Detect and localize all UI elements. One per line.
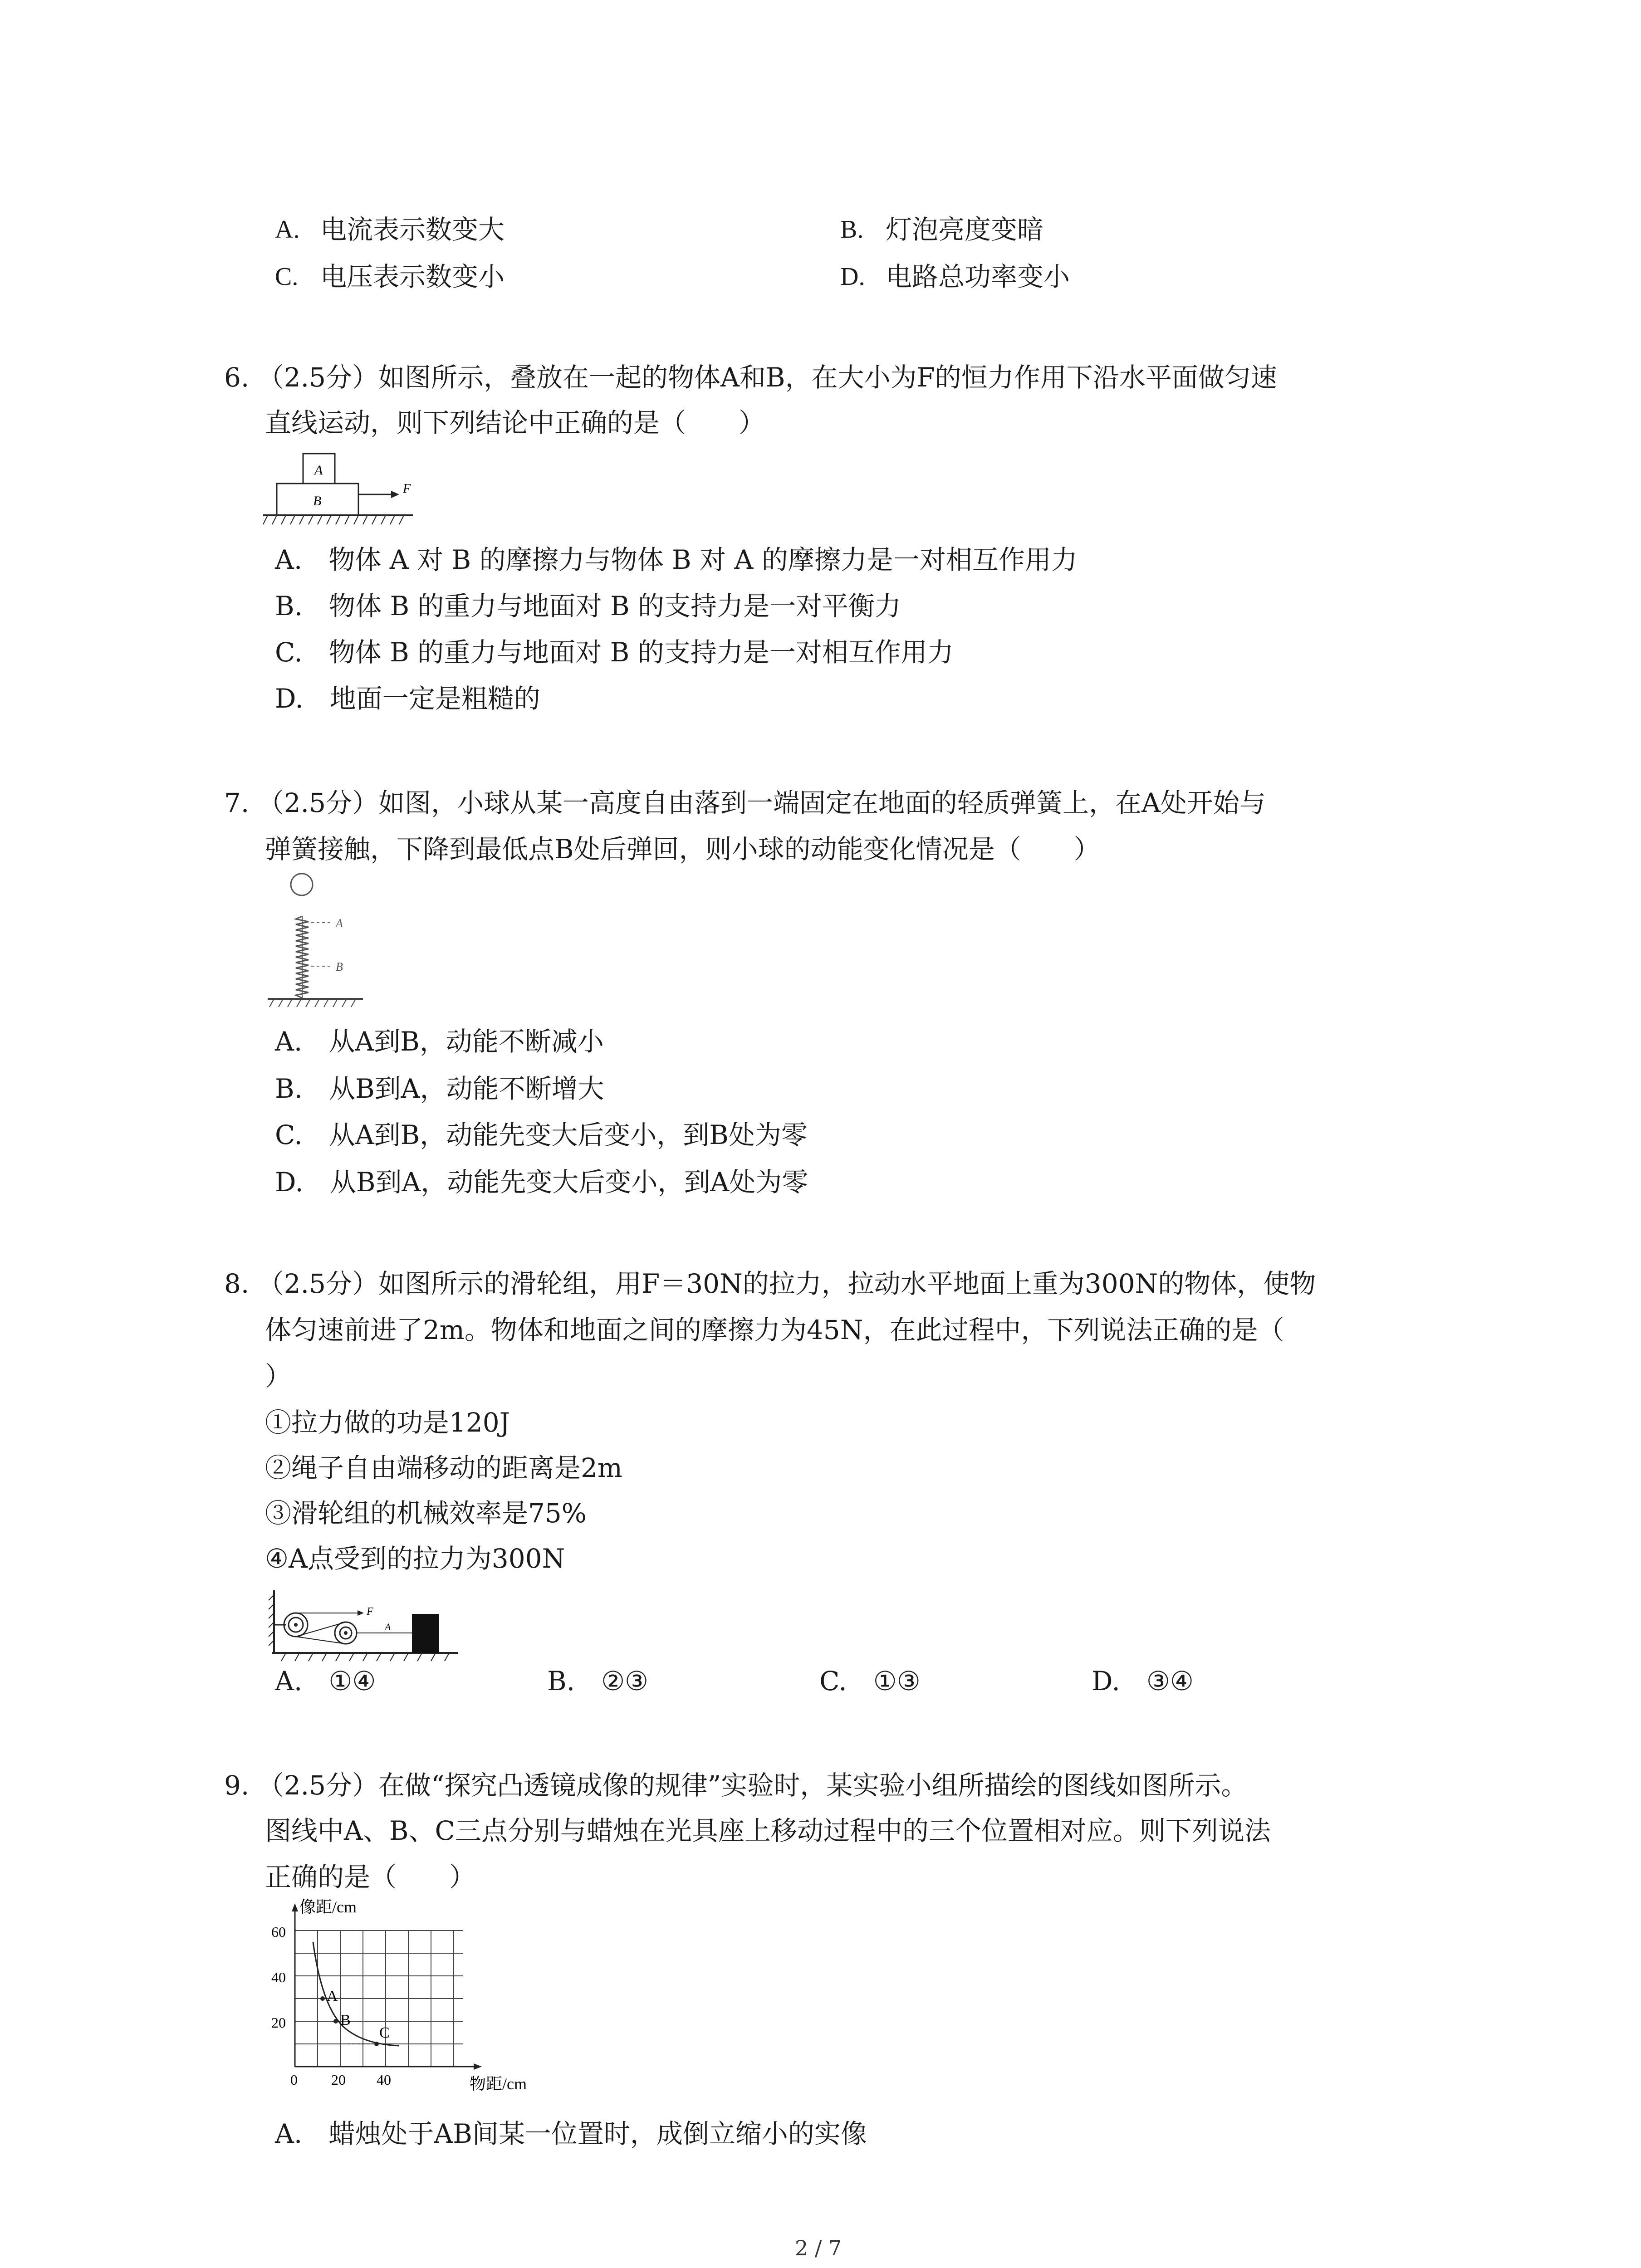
q7-option-d-text: 从B到A，动能先变大后变小，到A处为零 <box>329 1167 808 1198</box>
q9-xtick-40: 40 <box>377 2072 391 2088</box>
q8-statement-3: ③滑轮组的机械效率是75% <box>265 1498 587 1529</box>
q6-option-c <box>275 636 954 669</box>
q9-ytick-40: 40 <box>271 1969 286 1985</box>
q6-label-a: A <box>314 463 323 478</box>
q8-option-a-text: ①④ <box>328 1666 376 1696</box>
q6-option-a-letter: A. <box>275 544 303 575</box>
q5-option-b-text: 灯泡亮度变暗 <box>886 214 1044 245</box>
q6-option-d-letter: D. <box>275 683 304 714</box>
q9-ytick-60: 60 <box>271 1924 286 1940</box>
q7-stem-line1: 7. （2.5分）如图，小球从某一高度自由落到一端固定在地面的轻质弹簧上，在A处开始与 <box>224 787 1266 818</box>
q7-option-b-letter: B. <box>275 1073 303 1104</box>
q7-option-d-letter: D. <box>275 1167 304 1198</box>
q9-ytick-20: 20 <box>271 2014 286 2031</box>
q8-option-c-letter: C. <box>819 1666 847 1696</box>
q9-option-a <box>275 2117 867 2150</box>
q9-stem-line3: 正确的是（ ） <box>265 1862 476 1892</box>
q8-stem-line3: ） <box>265 1361 292 1392</box>
q5-option-d-letter: D. <box>840 263 865 291</box>
q9-point-a: A <box>327 1988 338 2004</box>
q9-xtick-0: 0 <box>290 2072 298 2088</box>
q6-option-b-text: 物体 B 的重力与地面对 B 的支持力是一对平衡力 <box>329 591 901 621</box>
q6-stem-line1: 6. （2.5分）如图所示，叠放在一起的物体A和B，在大小为F的恒力作用下沿水平面做匀速 <box>224 362 1277 393</box>
q8-option-b-letter: B. <box>547 1666 575 1696</box>
q9-point-b: B <box>340 2012 351 2028</box>
q6-option-c-text: 物体 B 的重力与地面对 B 的支持力是一对相互作用力 <box>328 637 954 668</box>
q7-option-a-letter: A. <box>275 1026 303 1057</box>
q7-option-c-text: 从A到B，动能先变大后变小，到B处为零 <box>328 1119 808 1150</box>
q8-statement-2: ②绳子自由端移动的距离是2m <box>265 1452 622 1483</box>
q8-stem-line2: 体匀速前进了2m。物体和地面之间的摩擦力为45N，在此过程中，下列说法正确的是（ <box>265 1315 1284 1345</box>
q5-option-b-letter: B. <box>840 215 864 244</box>
q7-option-b <box>275 1072 604 1105</box>
q8-pulley-figure <box>268 1586 467 1663</box>
q7-label-b: B <box>336 960 343 973</box>
q6-label-b: B <box>313 494 322 508</box>
q8-stem-line1: 8. （2.5分）如图所示的滑轮组，用F＝30N的拉力，拉动水平地面上重为300N的物体，使物 <box>224 1268 1316 1299</box>
q8-option-a <box>275 1665 376 1697</box>
q6-blocks-figure <box>263 449 426 531</box>
q6-option-d-text: 地面一定是粗糙的 <box>329 683 540 714</box>
q8-option-c <box>819 1665 921 1697</box>
q8-option-b-text: ②③ <box>601 1666 649 1696</box>
q8-label-a: A <box>385 1621 391 1633</box>
q6-stem-line2: 直线运动，则下列结论中正确的是（ ） <box>265 407 765 438</box>
q6-option-b-letter: B. <box>275 591 303 621</box>
q6-label-f: F <box>403 482 411 496</box>
q5-option-a-text: 电流表示数变大 <box>320 214 505 245</box>
q9-stem-line2: 图线中A、B、C三点分别与蜡烛在光具座上移动过程中的三个位置相对应。则下列说法 <box>265 1815 1271 1846</box>
q8-option-a-letter: A. <box>275 1666 303 1696</box>
q8-statement-4: ④A点受到的拉力为300N <box>265 1543 565 1574</box>
q9-stem-line1: 9. （2.5分）在做“探究凸透镜成像的规律”实验时，某实验小组所描绘的图线如图所示。 <box>224 1770 1248 1801</box>
q7-stem-line2: 弹簧接触，下降到最低点B处后弹回，则小球的动能变化情况是（ ） <box>265 834 1100 865</box>
q8-label-f: F <box>367 1606 373 1618</box>
q9-xtick-20: 20 <box>331 2072 346 2088</box>
q6-option-b <box>275 590 901 622</box>
q7-option-d <box>275 1166 808 1198</box>
q7-option-c-letter: C. <box>275 1119 303 1150</box>
q7-option-c <box>275 1119 808 1151</box>
q6-option-c-letter: C. <box>275 637 303 668</box>
q5-option-c-letter: C. <box>275 263 299 291</box>
q9-option-a-letter: A. <box>275 2118 303 2149</box>
q6-option-a-text: 物体 A 对 B 的摩擦力与物体 B 对 A 的摩擦力是一对相互作用力 <box>328 544 1078 575</box>
q9-point-c: C <box>379 2024 390 2041</box>
q9-graph-figure <box>263 1899 563 2107</box>
q7-option-a <box>275 1025 604 1058</box>
q6-option-d <box>275 682 540 715</box>
q9-y-axis-label: 像距/cm <box>299 1898 357 1916</box>
q7-option-a-text: 从A到B，动能不断减小 <box>328 1026 604 1057</box>
q9-option-a-text: 蜡烛处于AB间某一位置时，成倒立缩小的实像 <box>328 2118 867 2149</box>
q5-option-a-letter: A. <box>275 215 300 244</box>
q8-option-c-text: ①③ <box>873 1666 921 1696</box>
q5-option-c-text: 电压表示数变小 <box>320 261 505 292</box>
q7-label-a: A <box>336 917 343 930</box>
q9-x-axis-label: 物距/cm <box>470 2075 527 2093</box>
q8-option-d-text: ③④ <box>1146 1666 1194 1696</box>
q5-option-d-text: 电路总功率变小 <box>886 261 1070 292</box>
q8-option-b <box>547 1665 648 1697</box>
q8-option-d <box>1092 1665 1194 1697</box>
q7-spring-figure <box>268 871 386 1016</box>
q7-option-b-text: 从B到A，动能不断增大 <box>329 1073 604 1104</box>
q6-option-a <box>275 543 1078 576</box>
q8-statement-1: ①拉力做的功是120J <box>265 1407 510 1438</box>
q8-option-d-letter: D. <box>1092 1666 1120 1696</box>
page-number: 2 / 7 <box>795 2236 842 2260</box>
